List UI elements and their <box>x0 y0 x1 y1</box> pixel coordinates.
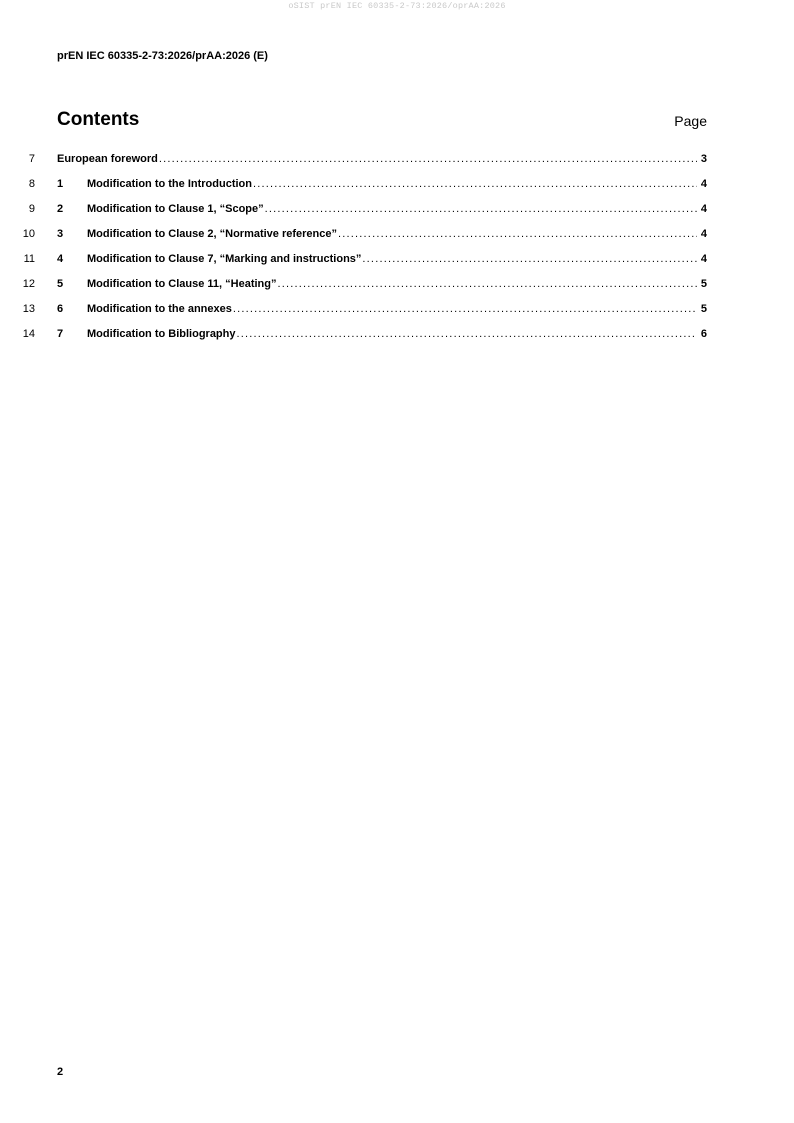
dot-leader <box>159 150 697 168</box>
clause-number: 2 <box>57 203 64 215</box>
dot-leader <box>265 200 697 218</box>
clause-number: 1 <box>57 178 64 190</box>
line-number: 8 <box>28 178 35 190</box>
toc-entry-title: Modification to Clause 2, “Normative reference” <box>87 228 338 240</box>
dot-leader <box>233 300 697 318</box>
toc-row-clause-7[interactable] <box>0 325 794 343</box>
watermark: oSIST prEN IEC 60335-2-73:2026/oprAA:2026 <box>288 1 506 11</box>
toc-entry[interactable] <box>57 200 707 218</box>
toc-entry-title: Modification to Clause 7, “Marking and instructions” <box>87 253 362 265</box>
line-number: 14 <box>22 328 35 340</box>
toc-entry-title: Modification to Clause 11, “Heating” <box>87 278 277 290</box>
dot-leader <box>237 325 698 343</box>
toc-page-number: 3 <box>700 153 707 165</box>
dot-leader <box>362 250 697 268</box>
toc-entry[interactable] <box>57 225 707 243</box>
line-number: 10 <box>22 228 35 240</box>
toc-page-number: 5 <box>700 303 707 315</box>
toc-entry[interactable] <box>57 300 707 318</box>
line-number: 11 <box>23 253 35 265</box>
toc-row-clause-1[interactable] <box>0 175 794 193</box>
toc-entry-title: Modification to the Introduction <box>87 178 252 190</box>
toc-row-clause-5[interactable] <box>0 275 794 293</box>
toc-row-clause-2[interactable] <box>0 200 794 218</box>
toc-page-number: 4 <box>700 253 707 265</box>
toc-entry[interactable] <box>57 275 707 293</box>
toc-page-number: 5 <box>700 278 707 290</box>
clause-number: 4 <box>57 253 64 265</box>
page-column-label: Page <box>674 113 707 129</box>
toc-row-clause-4[interactable] <box>0 250 794 268</box>
toc-row-clause-3[interactable] <box>0 225 794 243</box>
dot-leader <box>338 225 697 243</box>
line-number: 7 <box>28 153 35 165</box>
toc-entry-title: European foreword <box>57 153 158 165</box>
toc-row-clause-6[interactable] <box>0 300 794 318</box>
clause-number: 7 <box>57 328 64 340</box>
toc-entry-title: Modification to Bibliography <box>87 328 236 340</box>
contents-heading: Contents <box>57 109 140 130</box>
toc-entry-title: Modification to Clause 1, “Scope” <box>87 203 264 215</box>
toc-page-number: 4 <box>700 228 707 240</box>
line-number: 12 <box>22 278 35 290</box>
toc-entry[interactable] <box>57 325 707 343</box>
dot-leader <box>253 175 697 193</box>
toc-entry[interactable] <box>57 175 707 193</box>
document-identifier: prEN IEC 60335-2-73:2026/prAA:2026 (E) <box>57 50 268 62</box>
toc-page-number: 6 <box>700 328 707 340</box>
line-number: 9 <box>28 203 35 215</box>
toc-page-number: 4 <box>700 203 707 215</box>
clause-number: 5 <box>57 278 64 290</box>
footer-page-number: 2 <box>57 1066 64 1078</box>
line-number: 13 <box>22 303 35 315</box>
toc-entry-title: Modification to the annexes <box>87 303 232 315</box>
dot-leader <box>277 275 697 293</box>
toc-page-number: 4 <box>700 178 707 190</box>
toc-entry[interactable] <box>57 150 707 168</box>
toc-entry[interactable] <box>57 250 707 268</box>
clause-number: 6 <box>57 303 64 315</box>
clause-number: 3 <box>57 228 64 240</box>
toc-row-european-foreword[interactable] <box>0 150 794 168</box>
